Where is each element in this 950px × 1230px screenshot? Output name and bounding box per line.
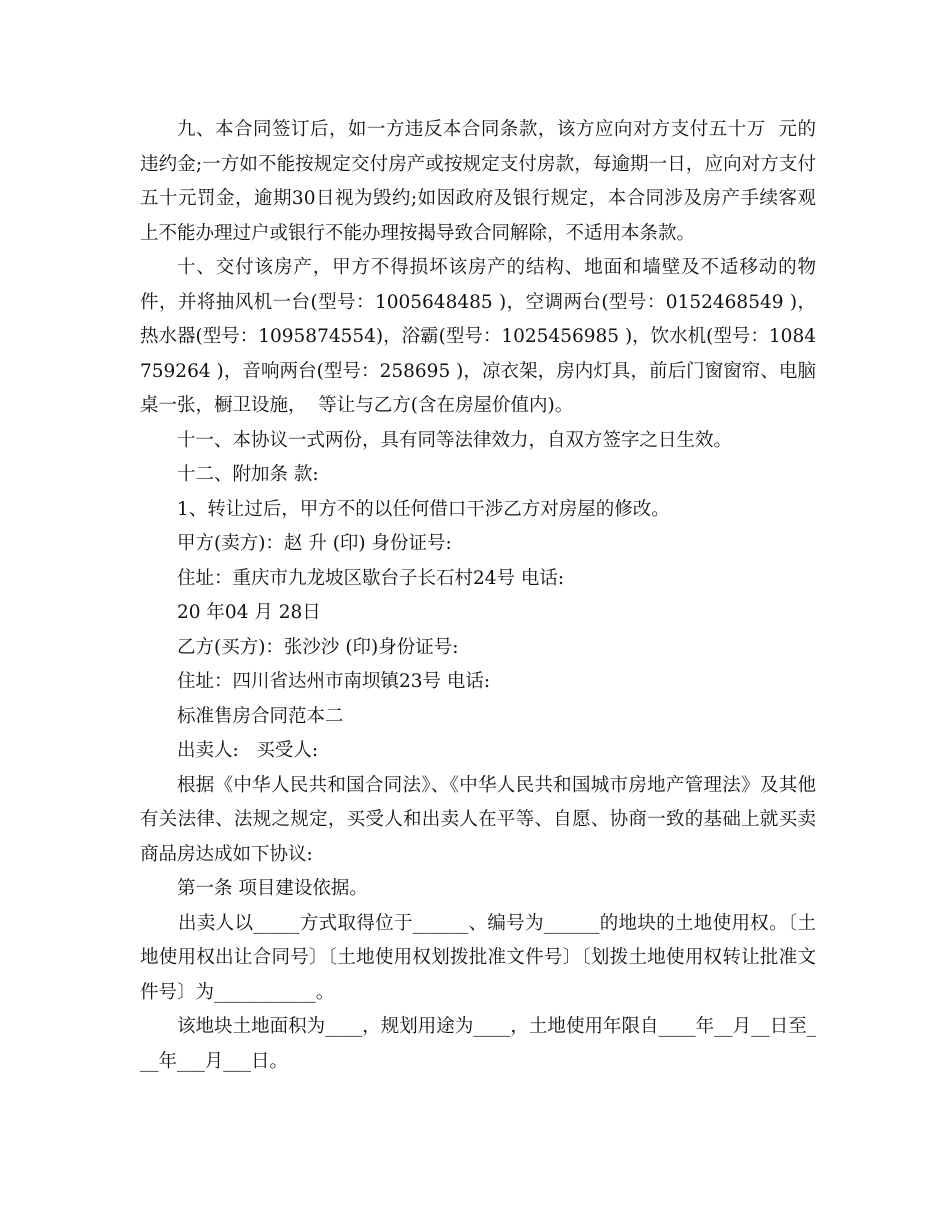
legal-basis-paragraph: 根据《中华人民共和国合同法》、《中华人民共和国城市房地产管理法》及其他有关法律、法规之规定，买受人和出卖人在平等、自愿、协商一致的基础上就买卖商品房达成如下协议: (140, 774, 816, 865)
clause-ten: 十、交付该房产，甲方不得损坏该房产的结构、地面和墙壁及不适移动的物件，并将抽风机一台(型号：1005648485 )，空调两台(型号：0152468549 )，热水器(型号：1095874554)，浴霸(型号：1025456985 )，饮水机(型号：1084759264 )，音响两台(型号：258695 )，凉衣架，房内灯具，前后门窗窗帘、电脑桌一张，橱卫设施， 等让与乙方(含在房屋价值内)。 (140, 257, 816, 416)
additional-term-one: 1、转让过后，甲方不的以任何借口干涉乙方对房屋的修改。 (177, 498, 670, 520)
land-area-paragraph: 该地块土地面积为____，规划用途为____，土地使用年限自____年__月__日至___年___月___日。 (140, 1016, 816, 1072)
land-use-right-paragraph: 出卖人以_____方式取得位于______、编号为______的地块的土地使用权。〔土地使用权出让合同号〕〔土地使用权划拨批准文件号〕〔划拨土地使用权转让批准文件号〕为___________。 (140, 912, 816, 1003)
party-a-address: 住址：重庆市九龙坡区歇台子长石村24号 电话: (177, 567, 565, 589)
clause-eleven: 十一、本协议一式两份，具有同等法律效力，自双方签字之日生效。 (177, 429, 733, 451)
party-b-signature: 乙方(买方)：张沙沙 (印)身份证号: (177, 636, 459, 658)
article-one-heading: 第一条 项目建设依据。 (177, 878, 368, 899)
party-a-signature: 甲方(卖方)：赵 升 (印) 身份证号: (177, 533, 452, 554)
seller-buyer-line: 出卖人: 买受人: (177, 740, 319, 761)
signing-date: 20 年04 月 28日 (177, 602, 321, 623)
party-b-address: 住址：四川省达州市南坝镇23号 电话: (177, 671, 491, 692)
template-two-title: 标准售房合同范本二 (177, 705, 344, 727)
clause-twelve: 十二、附加条 款: (177, 464, 319, 485)
document-body (140, 113, 816, 1079)
clause-nine: 九、本合同签订后，如一方违反本合同条款，该方应向对方支付五十万 元的违约金;一方如不能按规定交付房产或按规定支付房款，每逾期一日，应向对方支付五十元罚金，逾期30日视为毁约;如因政府及银行规定，本合同涉及房产手续客观上不能办理过户或银行不能办理按揭导致合同解除，不适用本条款。 (140, 119, 816, 244)
